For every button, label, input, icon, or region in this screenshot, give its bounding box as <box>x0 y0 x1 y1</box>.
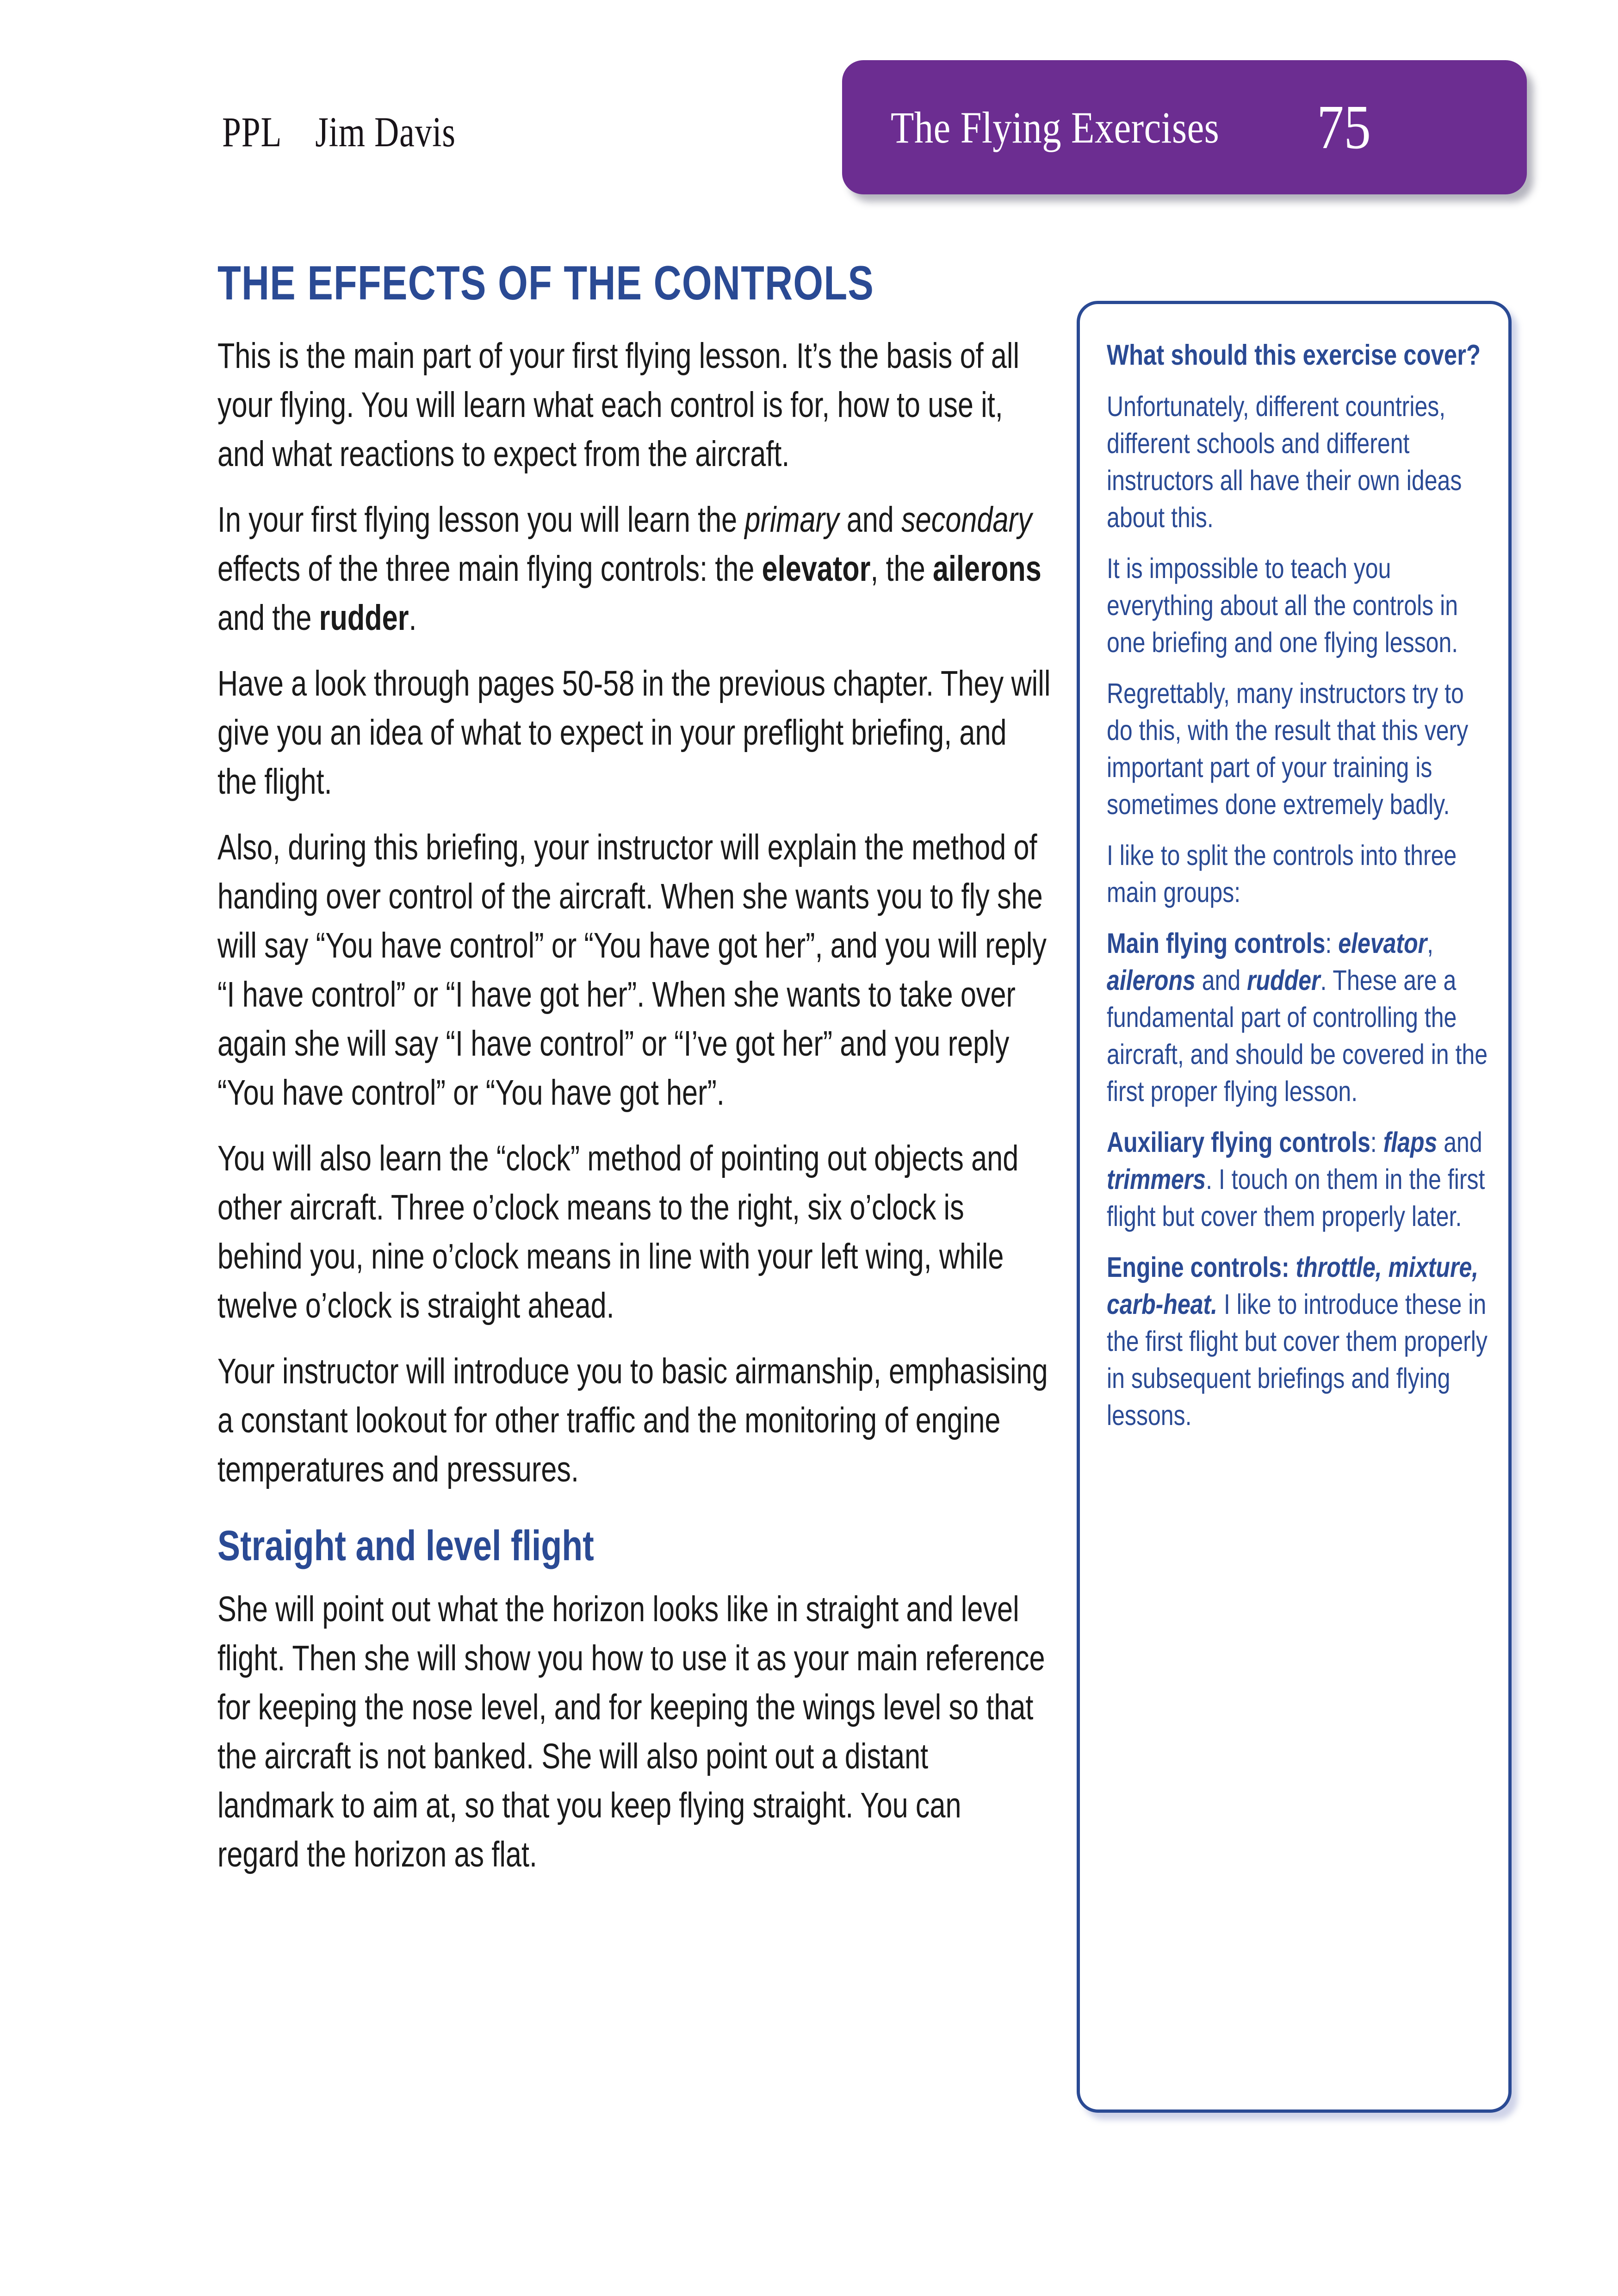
sidebar-paragraph <box>1107 1249 1494 1434</box>
body-paragraph-run: , the <box>870 549 933 589</box>
sidebar-paragraph-run: Auxiliary flying controls <box>1107 1126 1370 1158</box>
page-title: THE EFFECTS OF THE CONTROLS <box>217 256 874 310</box>
sidebar-paragraph-run <box>1289 1251 1296 1283</box>
sidebar-paragraph-run: and <box>1195 964 1247 996</box>
sidebar-paragraph-run: and <box>1437 1126 1482 1158</box>
body-paragraph: Have a look through pages 50-58 in the previous chapter. They will give you an idea of what to expect in your preflight briefing, and the flight. <box>217 664 1051 802</box>
body-paragraph-run: In your first flying lesson you will learn the <box>217 500 745 540</box>
sidebar-paragraph-run: Main flying controls <box>1107 927 1326 959</box>
body-paragraph-run: and <box>839 500 902 540</box>
main-body-paragraphs <box>217 331 1050 1494</box>
body-paragraph: Your instructor will introduce you to basic airmanship, emphasising a constant lookout for other traffic and the monitoring of engine temperatures and pressures. <box>217 1351 1048 1489</box>
body-paragraph-run: primary <box>744 500 839 540</box>
body-paragraph: She will point out what the horizon looks like in straight and level flight. Then she will show you how to use it as your main reference for keeping the nose level, and for keeping the wings level so that the aircraft is not banked. She will also point out a distant landmark to aim at, so that you keep flying straight. You can regard the horizon as flat. <box>217 1589 1045 1874</box>
sidebar-paragraph-run: : <box>1370 1126 1383 1158</box>
sidebar-paragraph-emphasis: flaps <box>1383 1126 1438 1158</box>
chapter-banner-title: The Flying Exercises <box>891 102 1220 152</box>
sidebar-paragraph: Regrettably, many instructors try to do this, with the result that this very important part of your training is sometimes done extremely badly. <box>1107 678 1469 820</box>
sidebar-paragraph <box>1107 925 1494 1110</box>
page-number: 75 <box>1316 93 1371 162</box>
main-text-column <box>217 256 1051 1896</box>
body-paragraph-run: and the <box>217 598 319 638</box>
body-paragraph-run: . <box>409 598 417 638</box>
body-paragraph: You will also learn the “clock” method of pointing out objects and other aircraft. Three o’clock means to the right, six o’clock is behind you, nine o’clock means in line with your left wing, while twelve o’clock is straight ahead. <box>217 1139 1019 1325</box>
body-paragraph-run: ailerons <box>932 549 1041 589</box>
body-paragraph-run: effects of the three main flying controls: the <box>217 549 762 589</box>
sidebar-paragraph-run: . I touch on them in the first flight but cover them properly later. <box>1107 1164 1485 1232</box>
sidebar-paragraph: I like to split the controls into three main groups: <box>1107 840 1457 908</box>
chapter-banner <box>842 60 1527 194</box>
sidebar-paragraph-run: , <box>1427 927 1433 959</box>
running-head <box>222 107 456 156</box>
subsection-title: Straight and level flight <box>217 1522 594 1569</box>
sidebar-paragraph: Unfortunately, different countries, different schools and different instructors all have their own ideas about this. <box>1107 391 1462 533</box>
sidebar-paragraph-emphasis: throttle, mixture, carb-heat. <box>1107 1251 1479 1320</box>
body-paragraph-run: elevator <box>762 549 871 589</box>
sidebar-heading: What should this exercise cover? <box>1107 339 1481 371</box>
body-paragraph: This is the main part of your first flying lesson. It’s the basis of all your flying. You will learn what each control is for, how to use it, and what reactions to expect from the aircraft. <box>217 336 1020 474</box>
body-paragraph-run: secondary <box>901 500 1032 540</box>
sidebar-paragraph-run: I like to introduce these in the first flight but cover them properly in subsequent briefings and flying lessons. <box>1107 1288 1488 1431</box>
sidebar-paragraph: It is impossible to teach you everything about all the controls in one briefing and one flying lesson. <box>1107 553 1458 658</box>
sidebar-paragraph-emphasis: elevator <box>1338 927 1427 959</box>
sidebar-paragraph-run: . These are a fundamental part of controlling the aircraft, and should be covered in the first proper flying lesson. <box>1107 964 1488 1107</box>
sidebar-paragraphs <box>1107 388 1488 1434</box>
subsection-body-paragraphs <box>217 1585 1050 1879</box>
sidebar-paragraph-run: Engine controls: <box>1107 1251 1289 1283</box>
sidebar-paragraph <box>1107 1124 1494 1235</box>
author-name: Jim Davis <box>315 108 456 156</box>
body-paragraph <box>217 495 1051 642</box>
body-paragraph-run: rudder <box>319 598 409 638</box>
sidebar-paragraph-emphasis: rudder <box>1247 964 1320 996</box>
sidebar-paragraph-emphasis: trimmers <box>1107 1164 1206 1195</box>
sidebar-callout-box <box>1077 301 1512 2113</box>
book-title: PPL <box>222 108 282 156</box>
sidebar-paragraph-run: : <box>1325 927 1339 959</box>
sidebar-paragraph-emphasis: ailerons <box>1107 964 1196 996</box>
body-paragraph: Also, during this briefing, your instructor will explain the method of handing over control of the aircraft. When she wants you to fly she will say “You have control” or “You have got her”, and you will reply “I have control” or “I have got her”. When she wants to take over again she will say “I have control” or “I’ve got her” and you reply “You have control” or “You have got her”. <box>217 828 1047 1113</box>
